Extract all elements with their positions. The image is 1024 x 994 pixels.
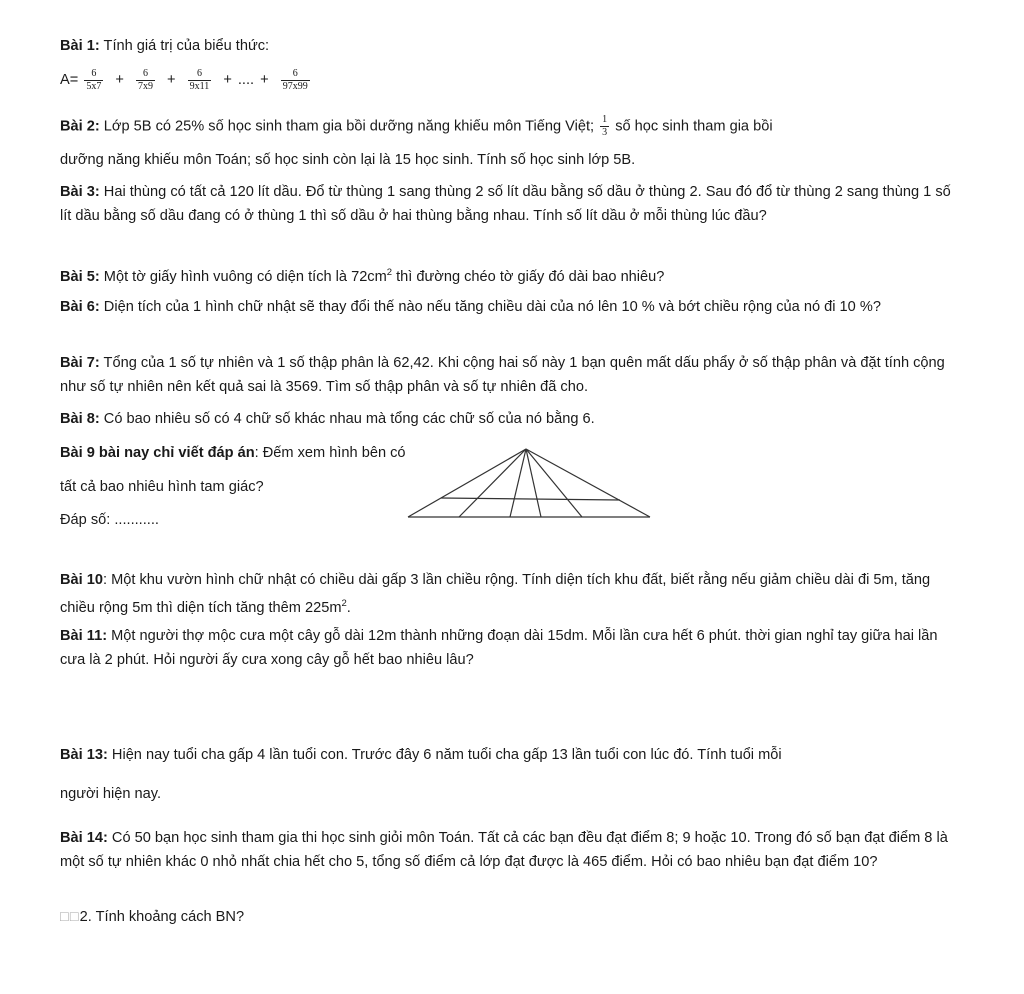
figure-ray-3 (526, 449, 541, 517)
bai1-expression: A= $\frac{6}{5x7}$ + $\frac{6}{7x9}$ + $\frac{6}{9x11}$ + .... + $\frac{6}{97x99}$ (60, 67, 308, 92)
figure-ray-1 (459, 449, 526, 517)
figure-mid-line (441, 498, 620, 500)
bai8-text: Bài 8: Có bao nhiêu số có 4 chữ số khác nhau mà tổng các chữ số của nó bằng 6. (60, 411, 595, 427)
bai10-text: Bài 10: Một khu vườn hình chữ nhật có chiều dài gấp 3 lần chiều rộng. Tính diện tích khu đất, biết rằng nếu giảm chiều dài đi 5m, tăng chiều rộng 5m thì diện tích tăng thêm $225m^2$. (60, 572, 931, 616)
bai2-line2: dưỡng năng khiếu môn Toán; số học sinh còn lại là 15 học sinh. Tính số học sinh lớp 5B. (60, 152, 636, 168)
figure-left-side (408, 449, 526, 517)
placeholder-boxes: □□ (60, 909, 80, 925)
bai9-line2: tất cả bao nhiêu hình tam giác? (60, 479, 264, 495)
last-line: □□2. Tính khoảng cách BN? (60, 909, 245, 925)
bai5-text: Bài 5: Một tờ giấy hình vuông có diện tích là $72cm^2$ thì đường chéo tờ giấy đó dài bao nhiêu? (60, 267, 665, 285)
figure-right-side (526, 449, 650, 517)
fraction-1: $\frac{6}{5x7}$ (86, 67, 102, 92)
bai13-line2: người hiện nay. (60, 786, 162, 802)
bai9-text: Bài 9 bài nay chỉ viết đáp án: Đếm xem hình bên có (60, 445, 406, 461)
bai13-text: Bài 13: Hiện nay tuổi cha gấp 4 lần tuổi con. Trước đây 6 năm tuổi cha gấp 13 lần tuổi con lúc đó. Tính tuổi mỗi (60, 747, 782, 763)
fraction-one-third: $\frac{1}{3}$ (602, 114, 608, 138)
bai14-text: Bài 14: Có 50 bạn học sinh tham gia thi học sinh giỏi môn Toán. Tất cả các bạn đều đạt điểm 8; 9 hoặc 10. Trong đó số bạn đạt điểm 8 là một số tự nhiên khác 0 nhỏ nhất chia hết cho 5, tổng số điểm cả lớp đạt được là 465 điểm. Hỏi có bao nhiêu bạn đạt điểm 10? (60, 830, 948, 870)
bai9-answer: Đáp số: ........... (60, 512, 159, 528)
figure-ray-2 (510, 449, 526, 517)
fraction-2: $\frac{6}{7x9}$ (137, 67, 153, 92)
bai7-text: Bài 7: Tổng của 1 số tự nhiên và 1 số thập phân là 62,42. Khi cộng hai số này 1 bạn quên mất dấu phẩy ở số thập phân và đặt tính cộng như số tự nhiên nên kết quả sai là 3569. Tìm số thập phân và số tự nhiên đã cho. (60, 355, 945, 395)
bai2-text: Bài 2: Lớp 5B có 25% số học sinh tham gia bồi dưỡng năng khiếu môn Tiếng Việt; $\frac{1}{3}$ số học sinh tham gia bồi (60, 114, 773, 138)
bai11-text: Bài 11: Một người thợ mộc cưa một cây gỗ dài 12m thành những đoạn dài 15dm. Mỗi lần cưa hết 6 phút. thời gian nghỉ tay giữa hai lần cưa là 2 phút. Hỏi người ấy cưa xong cây gỗ hết bao nhiêu lâu? (60, 628, 938, 668)
fraction-3: $\frac{6}{9x11}$ (189, 67, 210, 92)
bai3-text: Bài 3: Hai thùng có tất cả 120 lít dầu. Đổ từ thùng 1 sang thùng 2 số lít dầu bằng số dầu ở thùng 2. Sau đó đổ từ thùng 2 sang thùng 1 số lít dầu bằng số dầu đang có ở thùng 1 thì số dầu ở hai thùng bằng nhau. Tính số lít dầu ở mỗi thùng lúc đầu? (60, 184, 951, 224)
figure-ray-4 (526, 449, 582, 517)
bai6-text: Bài 6: Diện tích của 1 hình chữ nhật sẽ thay đổi thế nào nếu tăng chiều dài của nó lên 10 % và bớt chiều rộng của nó đi 10 %? (60, 299, 881, 315)
fraction-4: $\frac{6}{97x99}$ (282, 67, 308, 92)
bai1-heading: Bài 1: Tính giá trị của biểu thức: (60, 38, 270, 54)
